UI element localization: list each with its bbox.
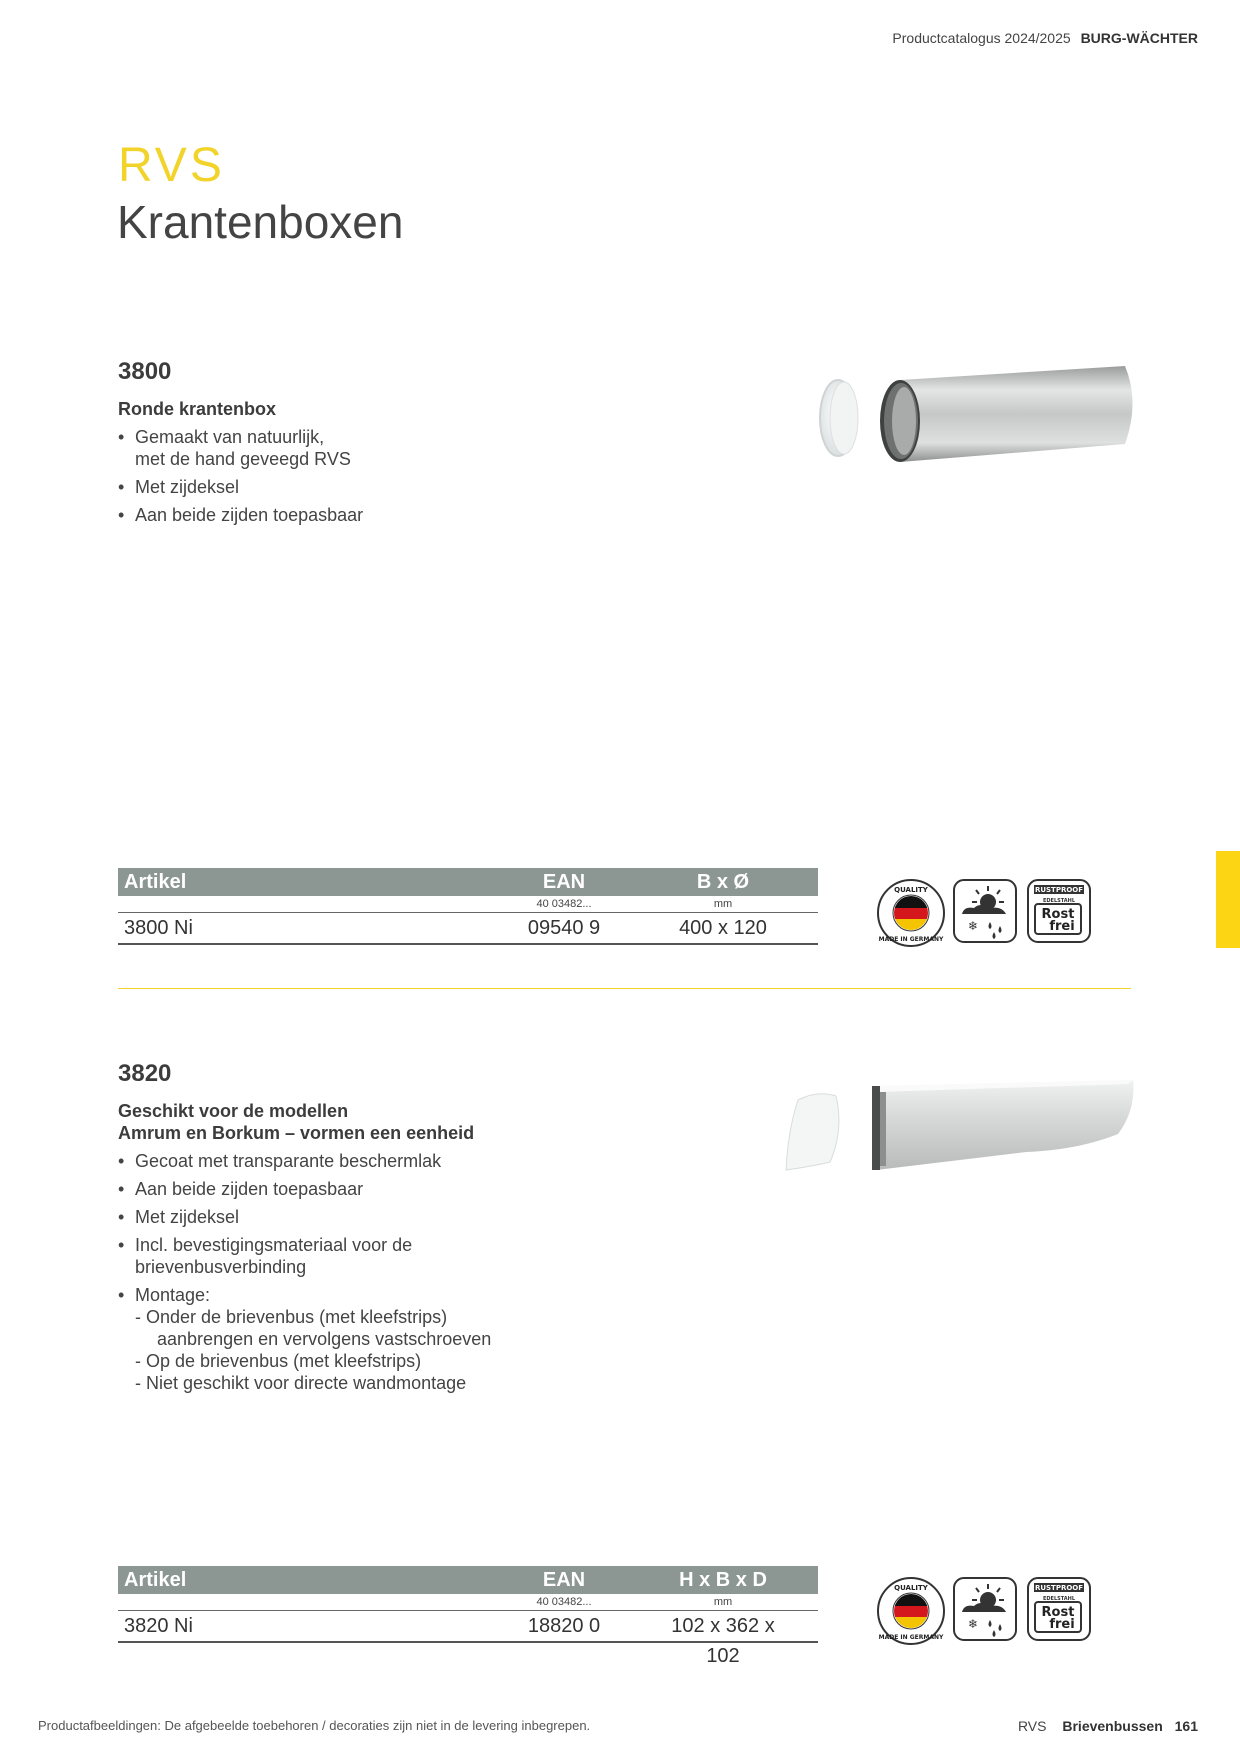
list-item: • Gecoat met transparante beschermlak bbox=[118, 1150, 638, 1172]
product-subtitle: Geschikt voor de modellen Amrum en Borkum – vormen een eenheid bbox=[118, 1101, 475, 1143]
rustproof-label: RUSTPROOF bbox=[1034, 1584, 1084, 1592]
footer-note: Productafbeeldingen: De afgebeelde toebehoren / decoraties zijn niet in de levering inbegrepen. bbox=[38, 1718, 591, 1733]
list-item: • Incl. bevestigingsmateriaal voor de brievenbusverbinding bbox=[118, 1234, 638, 1278]
product-table bbox=[118, 868, 818, 945]
page-title: Krantenboxen bbox=[117, 196, 404, 248]
made-in-germany-icon bbox=[876, 878, 946, 948]
table-header: Artikel EAN H x B x D bbox=[118, 1566, 818, 1594]
table-header: Artikel EAN B x Ø bbox=[118, 868, 818, 896]
product-image-newspaper-box bbox=[778, 1070, 1138, 1180]
product-table bbox=[118, 1566, 818, 1667]
catalog-title: Productcatalogus 2024/2025 bbox=[892, 30, 1071, 46]
badge-origin-text: MADE IN GERMANY bbox=[878, 1634, 944, 1641]
rostfrei-label-1: Rost bbox=[1041, 907, 1075, 922]
running-footer bbox=[1018, 1718, 1198, 1734]
category-heading: RVS bbox=[118, 139, 225, 192]
page-number: 161 bbox=[1174, 1718, 1198, 1734]
rostfrei-label-1: Rost bbox=[1041, 1605, 1075, 1620]
weather-resistant-icon bbox=[952, 878, 1018, 944]
section-tab-marker bbox=[1216, 851, 1240, 948]
list-item: • Aan beide zijden toepasbaar bbox=[118, 1178, 638, 1200]
rustproof-label: RUSTPROOF bbox=[1034, 886, 1084, 894]
svg-text:❄: ❄ bbox=[968, 1617, 979, 1631]
list-item: • Met zijdeksel bbox=[118, 1206, 638, 1228]
brand-name: BURG-WÄCHTER bbox=[1080, 30, 1198, 46]
montage-option: - Onder de brievenbus (met kleefstrips) aanbrengen en vervolgens vastschroeven bbox=[135, 1307, 492, 1349]
badge-quality-text: QUALITY bbox=[894, 1584, 928, 1592]
table-units-row: 40 03482... mm bbox=[118, 896, 818, 913]
edelstahl-label: EDELSTAHL bbox=[1042, 1596, 1076, 1602]
feature-list bbox=[118, 426, 638, 532]
rostfrei-label-2: frei bbox=[1049, 1617, 1075, 1632]
list-item: • Montage: - Onder de brievenbus (met kleefstrips) aanbrengen en vervolgens vastschroeven - Op de brievenbus (met kleefstrips) - Niet geschikt voor directe wandmontage bbox=[118, 1284, 638, 1394]
rustproof-icon bbox=[1026, 1576, 1094, 1642]
feature-list bbox=[118, 1150, 638, 1400]
section-divider bbox=[118, 988, 1131, 989]
rustproof-icon bbox=[1026, 878, 1094, 944]
badge-quality-text: QUALITY bbox=[894, 886, 928, 894]
footer-section: RVS bbox=[1017, 1718, 1047, 1734]
product-image-round-newspaper-box bbox=[800, 362, 1140, 472]
list-item: • Met zijdeksel bbox=[118, 476, 638, 498]
running-header bbox=[892, 30, 1198, 46]
rostfrei-label-2: frei bbox=[1049, 919, 1075, 934]
table-units-row: 40 03482... mm bbox=[118, 1594, 818, 1611]
montage-option: - Op de brievenbus (met kleefstrips) bbox=[135, 1351, 422, 1371]
table-row: 3800 Ni 09540 9 400 x 120 bbox=[118, 913, 818, 945]
edelstahl-label: EDELSTAHL bbox=[1042, 898, 1076, 904]
product-number: 3800 bbox=[118, 358, 172, 385]
made-in-germany-icon bbox=[876, 1576, 946, 1646]
montage-option: - Niet geschikt voor directe wandmontage bbox=[135, 1373, 467, 1393]
table-row: 3820 Ni 18820 0 102 x 362 x 102 bbox=[118, 1611, 818, 1643]
product-subtitle: Ronde krantenbox bbox=[118, 399, 277, 419]
weather-resistant-icon bbox=[952, 1576, 1018, 1642]
svg-text:❄: ❄ bbox=[968, 919, 979, 933]
list-item: • Aan beide zijden toepasbaar bbox=[118, 504, 638, 526]
footer-chapter: Brievenbussen bbox=[1062, 1718, 1163, 1734]
badge-origin-text: MADE IN GERMANY bbox=[878, 936, 944, 943]
product-number: 3820 bbox=[118, 1060, 172, 1087]
list-item: • Gemaakt van natuurlijk, met de hand geveegd RVS bbox=[118, 426, 638, 470]
